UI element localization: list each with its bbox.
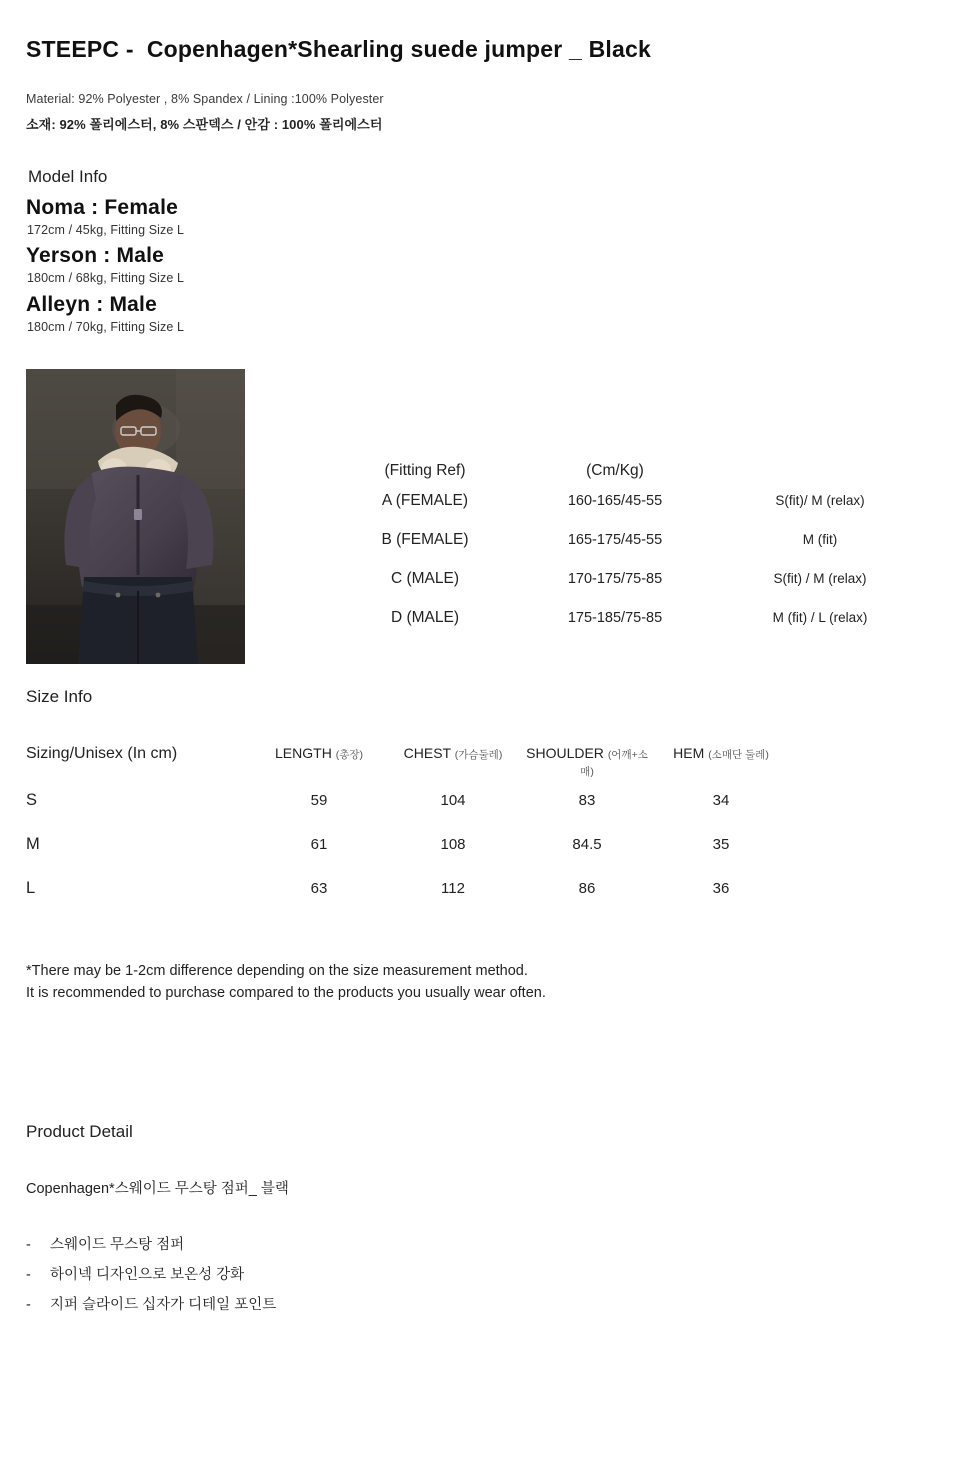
bullet-dash-icon: - [26,1237,31,1253]
fitting-ref-cmkg: 170-175/75-85 [567,571,663,587]
fitting-ref-fit: M (fit) / L (relax) [772,610,868,625]
fitting-ref-cmkg: 160-165/45-55 [567,493,663,509]
size-column-shoulder-kr: (어깨+소매) [580,749,648,778]
size-column-hem-en: HEM [673,745,705,761]
material-english: Material: 92% Polyester , 8% Spandex / Lining :100% Polyester [26,92,384,106]
size-column-length [252,745,386,762]
model-photo-illustration [26,369,245,664]
size-cell-shoulder: 83 [578,792,596,809]
table-row [26,791,826,835]
size-cell-shoulder: 84.5 [572,836,602,853]
size-cell-length: 63 [310,880,328,897]
fitting-ref-header-cmkg: (Cm/Kg) [586,462,644,479]
size-column-chest-en: CHEST [403,745,451,761]
fitting-ref-label: D (MALE) [390,609,460,626]
size-cell-chest: 108 [440,836,466,853]
model-spec-2: 180cm / 68kg, Fitting Size L [27,271,185,285]
size-note-line-2: It is recommended to purchase compared to the products you usually wear often. [26,985,546,1001]
table-row [330,531,930,570]
bullet-dash-icon: - [26,1267,31,1283]
size-cell-chest: 112 [441,880,465,897]
fitting-ref-fit: M (fit) [802,532,838,547]
fitting-ref-label: B (FEMALE) [381,531,469,548]
table-row [330,609,930,648]
fitting-ref-header-ref: (Fitting Ref) [384,462,466,479]
fitting-ref-label: C (MALE) [390,570,460,587]
fitting-ref-cmkg: 165-175/45-55 [567,532,663,548]
bullet-text: 스웨이드 무스탕 점퍼 [50,1237,185,1253]
bullet-dash-icon: - [26,1297,31,1313]
table-row [330,570,930,609]
size-column-shoulder-en: SHOULDER [526,745,604,761]
fitting-ref-cmkg: 175-185/75-85 [567,610,663,626]
size-table-header-label: Sizing/Unisex (In cm) [26,745,178,762]
size-cell-hem: 34 [712,792,730,809]
product-detail-heading: Product Detail [26,1122,133,1141]
size-cell-length: 61 [310,836,328,853]
fitting-ref-fit: S(fit) / M (relax) [773,571,867,586]
material-korean: 소재: 92% 폴리에스터, 8% 스판덱스 / 안감 : 100% 폴리에스터 [26,117,383,132]
list-item [26,1263,626,1293]
fitting-ref-fit: S(fit)/ M (relax) [775,493,865,508]
size-measurement-note [26,960,546,1004]
table-row [330,492,930,531]
list-item [26,1233,626,1263]
fitting-ref-label: A (FEMALE) [381,492,469,509]
size-column-length-kr: (총장) [335,749,363,761]
size-column-chest-kr: (가슴둘레) [454,749,503,761]
model-photo [26,369,245,664]
size-info-heading: Size Info [26,687,93,706]
size-row-label: S [26,791,38,809]
size-row-label: L [26,879,36,897]
size-cell-chest: 104 [440,792,466,809]
model-spec-3: 180cm / 70kg, Fitting Size L [27,320,185,334]
size-table [26,745,826,923]
table-row [26,835,826,879]
model-spec-1: 172cm / 45kg, Fitting Size L [27,223,185,237]
model-name-2: Yerson : Male [26,244,164,267]
size-table-header-row [26,745,826,791]
product-detail-subtitle: Copenhagen*스웨이드 무스탕 점퍼_ 블랙 [26,1181,289,1197]
model-info-heading: Model Info [28,167,108,186]
table-row [26,879,826,923]
size-cell-hem: 35 [712,836,730,853]
size-cell-hem: 36 [712,880,730,897]
size-column-length-en: LENGTH [275,745,332,761]
list-item [26,1293,626,1323]
page-title: STEEPC - Copenhagen*Shearling suede jumper _ Black [26,36,651,62]
fitting-reference-table [330,462,930,648]
bullet-text: 지퍼 슬라이드 십자가 디테일 포인트 [50,1297,277,1313]
size-cell-length: 59 [310,792,328,809]
size-cell-shoulder: 86 [578,880,596,897]
size-column-chest [386,745,520,762]
size-column-shoulder [520,745,654,779]
bullet-text: 하이넥 디자인으로 보온성 강화 [50,1267,245,1283]
fitting-ref-header-row [330,462,930,492]
size-column-hem-kr: (소매단 둘레) [708,749,769,761]
model-name-3: Alleyn : Male [26,293,157,316]
size-note-line-1: *There may be 1-2cm difference depending on the size measurement method. [26,963,528,979]
size-column-hem [654,745,788,762]
product-detail-bullet-list [26,1233,626,1323]
model-name-1: Noma : Female [26,196,178,219]
size-row-label: M [26,835,40,853]
